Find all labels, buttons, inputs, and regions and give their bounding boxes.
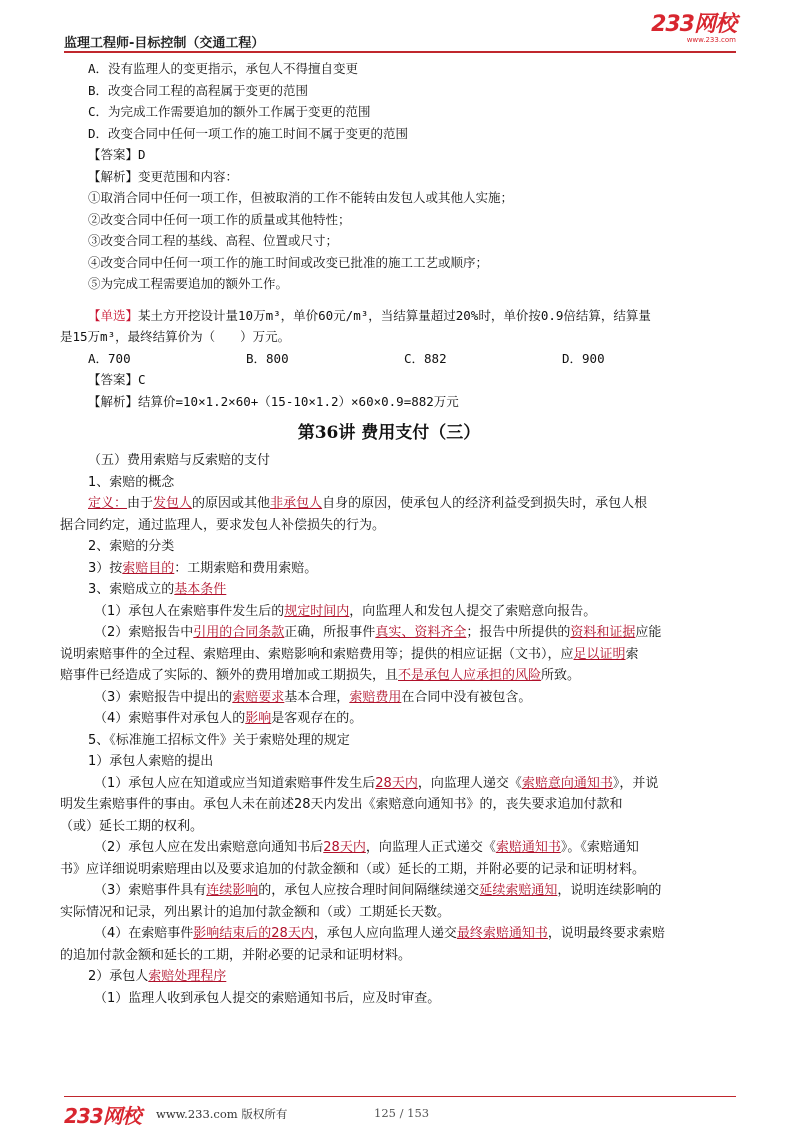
option-c: C．882 — [404, 350, 447, 366]
question-type-tag: 【单选】 — [88, 307, 139, 323]
condition-item: （4）索赔事件对承包人的影响是客观存在的。 — [94, 711, 363, 726]
option-d: D．900 — [562, 350, 605, 366]
subsection-heading: 1、索赔的概念 — [88, 474, 175, 490]
header-divider — [64, 51, 736, 53]
subsection-heading: （五）费用索赔与反索赔的支付 — [88, 453, 271, 468]
page-header — [64, 14, 736, 50]
rule-item-cont: 实际情况和记录，列出累计的追加付款金额和（或）工期延长天数。 — [60, 904, 451, 920]
definition-line: 定义：由于发包人的原因或其他非承包人自身的原因，使承包人的经济利益受到损失时，承包人根 — [88, 496, 648, 511]
option-b: B．改变合同工程的高程属于变更的范围 — [88, 82, 309, 98]
footer-logo: 233网校 — [64, 1104, 141, 1128]
subsection-heading: 2、索赔的分类 — [88, 539, 175, 554]
brand-logo-url: www.233.com — [686, 36, 736, 44]
subsection-heading: 5、《标准施工招标文件》关于索赔处理的规定 — [88, 732, 350, 748]
answer: 【答案】D — [88, 147, 146, 162]
option-a: A．700 — [88, 350, 131, 366]
condition-item-cont: 说明索赔事件的全过程、索赔理由、索赔影响和索赔费用等；提供的相应证据（文书），应足以证明索 — [60, 646, 639, 662]
classification-line: 3）按索赔目的：工期索赔和费用索赔。 — [88, 560, 318, 576]
subsection-heading: 3、索赔成立的基本条件 — [88, 582, 227, 597]
question-1-options — [88, 58, 720, 295]
rule-item: （2）承包人应在发出索赔意向通知书后28天内，向监理人正式递交《索赔通知书》。《索赔通知 — [94, 840, 639, 855]
footer-copyright: www.233.com 版权所有 — [156, 1107, 288, 1121]
rule-item-cont: 的追加付款金额和延长的工期，并附必要的记录和证明材料。 — [60, 947, 412, 963]
subsection-heading: 1）承包人索赔的提出 — [88, 754, 214, 769]
rule-item-cont: （或）延长工期的权利。 — [60, 818, 204, 834]
question-2-stem-cont: 是15万m³，最终结算价为（ ）万元。 — [60, 329, 291, 344]
rule-item: （3）索赔事件具有连续影响的，承包人应按合理时间间隔继续递交延续索赔通知，说明连续影响的 — [94, 883, 662, 898]
answer: 【答案】C — [88, 372, 146, 387]
analysis-item: ①取消合同中任何一项工作，但被取消的工作不能转由发包人或其他人实施； — [88, 190, 514, 205]
page-number: 125 / 153 — [374, 1106, 430, 1120]
analysis-item: ④改变合同中任何一项工作的施工时间或改变已批准的施工工艺或顺序； — [88, 254, 489, 270]
definition-line: 据合同约定，通过监理人，要求发包人补偿损失的行为。 — [60, 517, 386, 533]
page-footer — [64, 1100, 736, 1128]
option-c: C．为完成工作需要追加的额外工作属于变更的范围 — [88, 104, 371, 119]
analysis: 【解析】结算价=10×1.2×60+（15-10×1.2）×60×0.9=882万元 — [88, 393, 459, 409]
question-2-options — [88, 348, 720, 370]
section-title: 第36讲 费用支付（三） — [297, 423, 481, 443]
brand-logo-text: 233网校 — [651, 12, 736, 37]
analysis-item: ⑤为完成工程需要追加的额外工作。 — [88, 276, 289, 291]
rule-item-cont: 明发生索赔事件的事由。承包人未在前述28天内发出《索赔意向通知书》的，丧失要求追加付款和 — [60, 797, 623, 812]
rule-item: （1）监理人收到承包人提交的索赔通知书后，应及时审查。 — [94, 990, 441, 1006]
brand-logo — [651, 14, 736, 44]
option-b: B．800 — [246, 350, 289, 366]
question-2-stem: 【单选】某土方开挖设计量10万m³，单价60元/m³，当结算量超过20%时，单价按0.9倍结算，结算量 — [88, 307, 651, 323]
footer-divider — [64, 1096, 736, 1097]
rule-item-cont: 书》应详细说明索赔理由以及要求追加的付款金额和（或）延长的工期，并附必要的记录和证明材料。 — [60, 861, 646, 877]
condition-item: （3）索赔报告中提出的索赔要求基本合理，索赔费用在合同中没有被包含。 — [94, 689, 532, 705]
rule-item: （1）承包人应在知道或应当知道索赔事件发生后28天内，向监理人递交《索赔意向通知书》，并说 — [94, 775, 659, 791]
section-body — [60, 450, 720, 1009]
condition-item: （2）索赔报告中引用的合同条款正确，所报事件真实、资料齐全；报告中所提供的资料和证据应能 — [94, 625, 662, 640]
subsection-heading: 2）承包人索赔处理程序 — [88, 969, 227, 984]
page-content — [60, 58, 720, 1009]
analysis-item: ②改变合同中任何一项工作的质量或其他特性； — [88, 211, 351, 227]
option-a: A．没有监理人的变更指示，承包人不得擅自变更 — [88, 61, 359, 76]
rule-item: （4）在索赔事件影响结束后的28天内，承包人应向监理人递交最终索赔通知书，说明最终要求索赔 — [94, 926, 665, 941]
condition-item-cont: 赔事件已经造成了实际的、额外的费用增加或工期损失，且不是承包人应承担的风险所致。 — [60, 668, 581, 683]
document-title: 监理工程师-目标控制（交通工程） — [64, 36, 265, 51]
analysis-item: ③改变合同工程的基线、高程、位置或尺寸； — [88, 233, 339, 248]
condition-item: （1）承包人在索赔事件发生后的规定时间内，向监理人和发包人提交了索赔意向报告。 — [94, 603, 597, 619]
option-d: D．改变合同中任何一项工作的施工时间不属于变更的范围 — [88, 125, 409, 141]
analysis-heading: 【解析】变更范围和内容： — [88, 168, 239, 184]
question-2 — [60, 305, 720, 413]
